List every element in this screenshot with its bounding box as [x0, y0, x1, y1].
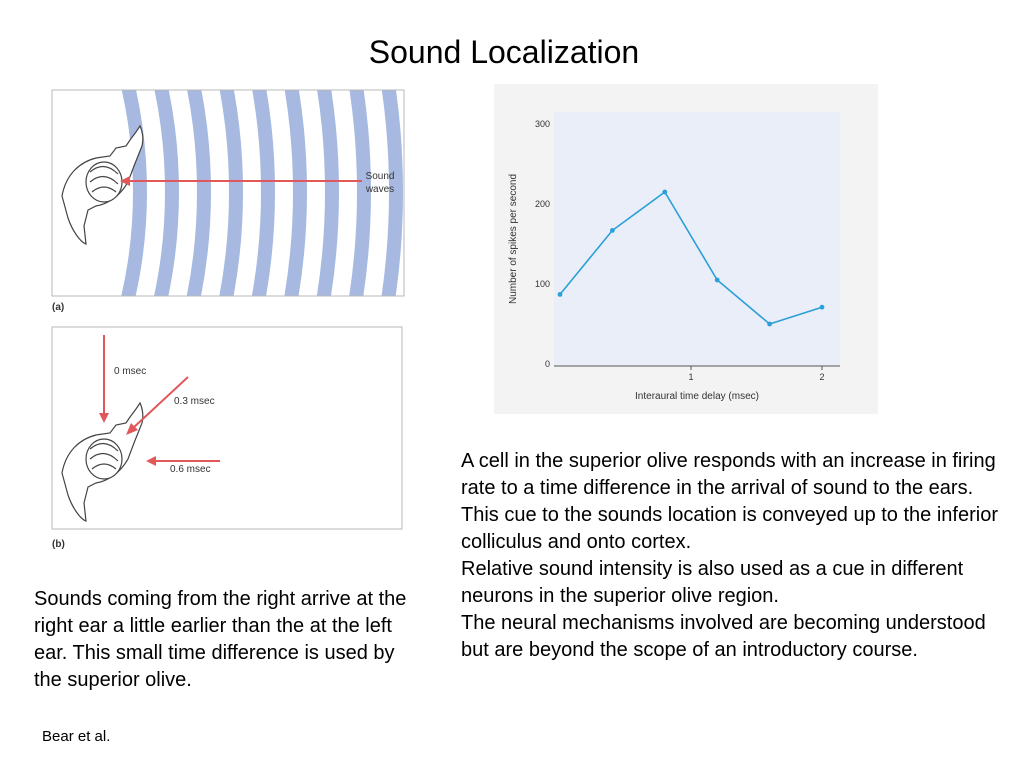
panel-b-label: (b): [52, 539, 65, 550]
credit-text: Bear et al.: [42, 728, 111, 745]
x-axis-label: Interaural time delay (msec): [635, 391, 759, 402]
data-point: [820, 305, 825, 310]
plot-area: [554, 112, 840, 366]
y-tick-label: 200: [534, 199, 550, 209]
data-point: [767, 322, 772, 327]
y-tick-label: 0: [544, 359, 550, 369]
caption-paragraph-3: The neural mechanisms involved are becoming understood but are beyond the scope of an introductory course.: [461, 612, 986, 661]
y-tick-label: 300: [534, 119, 550, 129]
delay-label-0: 0 msec: [114, 366, 147, 377]
caption-paragraph-2: Relative sound intensity is also used as a cue in different neurons in the superior olive region.: [461, 558, 964, 607]
figure-b-arrival-delays: [50, 323, 406, 555]
right-caption: [461, 448, 1006, 664]
sound-label-line1: Sound: [365, 171, 395, 182]
data-point: [558, 292, 563, 297]
data-point: [610, 228, 615, 233]
left-caption: Sounds coming from the right arrive at the right ear a little earlier than the at the left ear. This small time difference is used by the superior olive.: [34, 588, 407, 691]
x-tick-label: 2: [819, 372, 825, 382]
delay-label-1: 0.3 msec: [174, 396, 215, 407]
firing-rate-chart: [494, 84, 878, 414]
panel-a-label: (a): [52, 302, 65, 313]
caption-paragraph-1: A cell in the superior olive responds with an increase in firing rate to a time difference in the arrival of sound to the ears. This cue to the sounds location is conveyed up to the inferior colliculus and onto cortex.: [461, 450, 998, 553]
x-tick-label: 1: [688, 372, 694, 382]
y-tick-label: 100: [534, 279, 550, 289]
data-point: [662, 190, 667, 195]
sound-label-line2: waves: [365, 184, 395, 195]
delay-label-2: 0.6 msec: [170, 464, 211, 475]
y-axis-label: Number of spikes per second: [508, 173, 519, 305]
slide-title: Sound Localization: [368, 34, 640, 70]
figure-a-sound-waves: [50, 86, 406, 318]
data-point: [715, 278, 720, 283]
